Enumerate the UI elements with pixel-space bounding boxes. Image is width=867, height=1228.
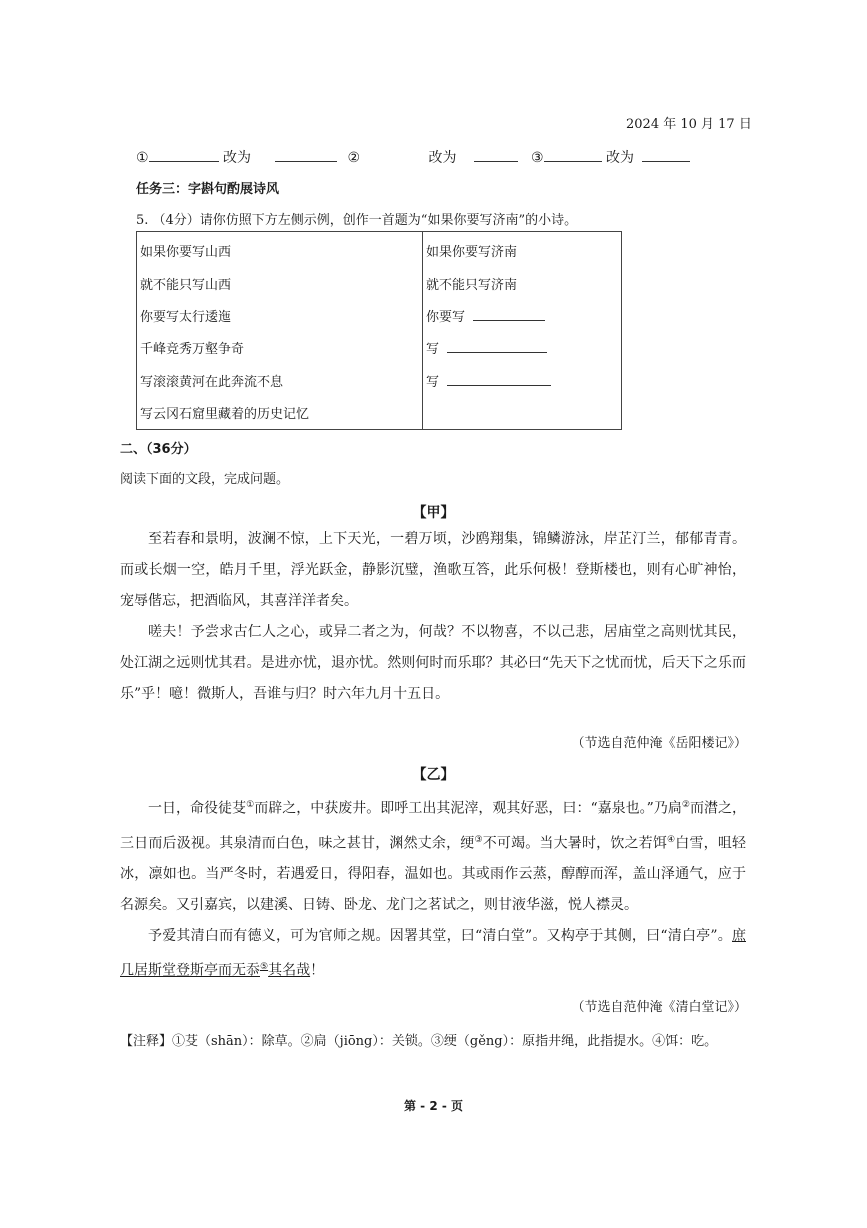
section-2-heading: 二、（36分）	[120, 442, 197, 457]
blank-3a[interactable]	[544, 149, 602, 162]
item1-label: 改为	[223, 150, 252, 166]
jia-paragraph-1: 至若春和景明，波澜不惊，上下天光，一碧万顷，沙鸥翔集，锦鳞游泳，岸芷汀兰，郁郁青青。而或长烟一空，皓月千里，浮光跃金，静影沉璧，渔歌互答，此乐何极！登斯楼也，则有心旷神怡，宠辱偕忘，把酒临风，其喜洋洋者矣。	[120, 531, 746, 609]
item3-number: ③	[530, 150, 544, 166]
item2-number: ②	[347, 150, 361, 166]
annotations: 【注释】①芟（shān）：除草。②扃（jiōng）：关锁。③绠（gěng）：原指井绳，此指提水。④饵：吃。	[120, 1034, 718, 1049]
item3-label: 改为	[605, 150, 634, 166]
table-bottom-border	[136, 429, 622, 430]
item1-number: ①	[136, 150, 149, 166]
poem-left-line: 写滚滚黄河在此奔流不息	[140, 375, 284, 390]
blank-1b[interactable]	[275, 149, 337, 162]
table-left-border	[136, 231, 137, 429]
blank-2b[interactable]	[474, 149, 518, 162]
underlined-sentence: 庶几居斯堂登斯亭而无忝	[120, 928, 746, 979]
passage-jia	[120, 524, 746, 710]
date-text: 2024 年 10 月 17 日	[626, 117, 752, 132]
poem-right-line: 就不能只写济南	[426, 278, 518, 293]
poem-table	[136, 231, 622, 429]
blank-2a[interactable]	[360, 149, 424, 162]
poem-blank-2[interactable]	[447, 340, 547, 353]
poem-blank-3[interactable]	[447, 373, 551, 386]
poem-right-line: 如果你要写济南	[426, 245, 518, 260]
blanks-line	[136, 147, 690, 167]
poem-left-line: 写云冈石窟里藏着的历史记忆	[140, 407, 310, 422]
poem-left-line: 你要写太行逶迤	[140, 310, 232, 325]
yi-paragraph-2: 予爱其清白而有德义，可为官师之规。因署其堂，曰“清白堂”。又构亭于其侧，曰“清白亭”。庶几居斯堂登斯亭而无忝⑤其名哉！	[120, 928, 746, 979]
passage-yi-title: 【乙】	[412, 767, 455, 783]
item2-label: 改为	[428, 150, 457, 166]
reading-instruction: 阅读下面的文段，完成问题。	[120, 472, 290, 487]
poem-right-line: 写	[426, 371, 551, 390]
poem-right-line: 写	[426, 338, 547, 357]
poem-blank-1[interactable]	[473, 308, 545, 321]
yi-source: （节选自范仲淹《清白堂记》）	[571, 1000, 747, 1015]
table-top-border	[136, 231, 622, 232]
jia-paragraph-2: 嗟夫！予尝求古仁人之心，或异二者之为，何哉？不以物喜，不以己悲，居庙堂之高则忧其民，处江湖之远则忧其君。是进亦忧，退亦忧。然则何时而乐耶？其必曰“先天下之忧而忧，后天下之乐而乐”乎！噫！微斯人，吾谁与归？时六年九月十五日。	[120, 624, 746, 702]
poem-right-line: 你要写	[426, 306, 545, 325]
blank-3b[interactable]	[642, 149, 690, 162]
table-right-border	[621, 231, 622, 429]
passage-jia-title: 【甲】	[412, 505, 455, 521]
question-5: 5. （4分）请你仿照下方左侧示例，创作一首题为“如果你要写济南”的小诗。	[136, 213, 578, 228]
yi-paragraph-1: 一日，命役徒芟①而辟之，中获废井。即呼工出其泥滓，观其好恶，曰：“嘉泉也。”乃扃②而澘之，三日而后汲视。其泉清而白色，味之甚甘，渊然丈余，绠③不可竭。当大暑时，饮之若饵④白雪，咀轻冰，凛如也。当严冬时，若遇爱日，得阳春，温如也。其或雨作云蒸，醇醇而浑，盖山泽通气，应于名源矣。又引嘉宾，以建溪、日铸、卧龙、龙门之茗试之，则甘液华滋，悦人襟灵。	[120, 800, 747, 914]
page-number: 第 - 2 - 页	[403, 1099, 464, 1113]
poem-left-line: 千峰竞秀万壑争奇	[140, 342, 245, 357]
poem-left-line: 如果你要写山西	[140, 245, 232, 260]
table-middle-border	[422, 231, 423, 429]
blank-1a[interactable]	[149, 149, 219, 162]
jia-source: （节选自范仲淹《岳阳楼记》）	[571, 736, 747, 751]
task3-title: 任务三：字斟句酌展诗风	[136, 182, 280, 197]
poem-left-line: 就不能只写山西	[140, 278, 232, 293]
passage-yi	[120, 790, 746, 987]
